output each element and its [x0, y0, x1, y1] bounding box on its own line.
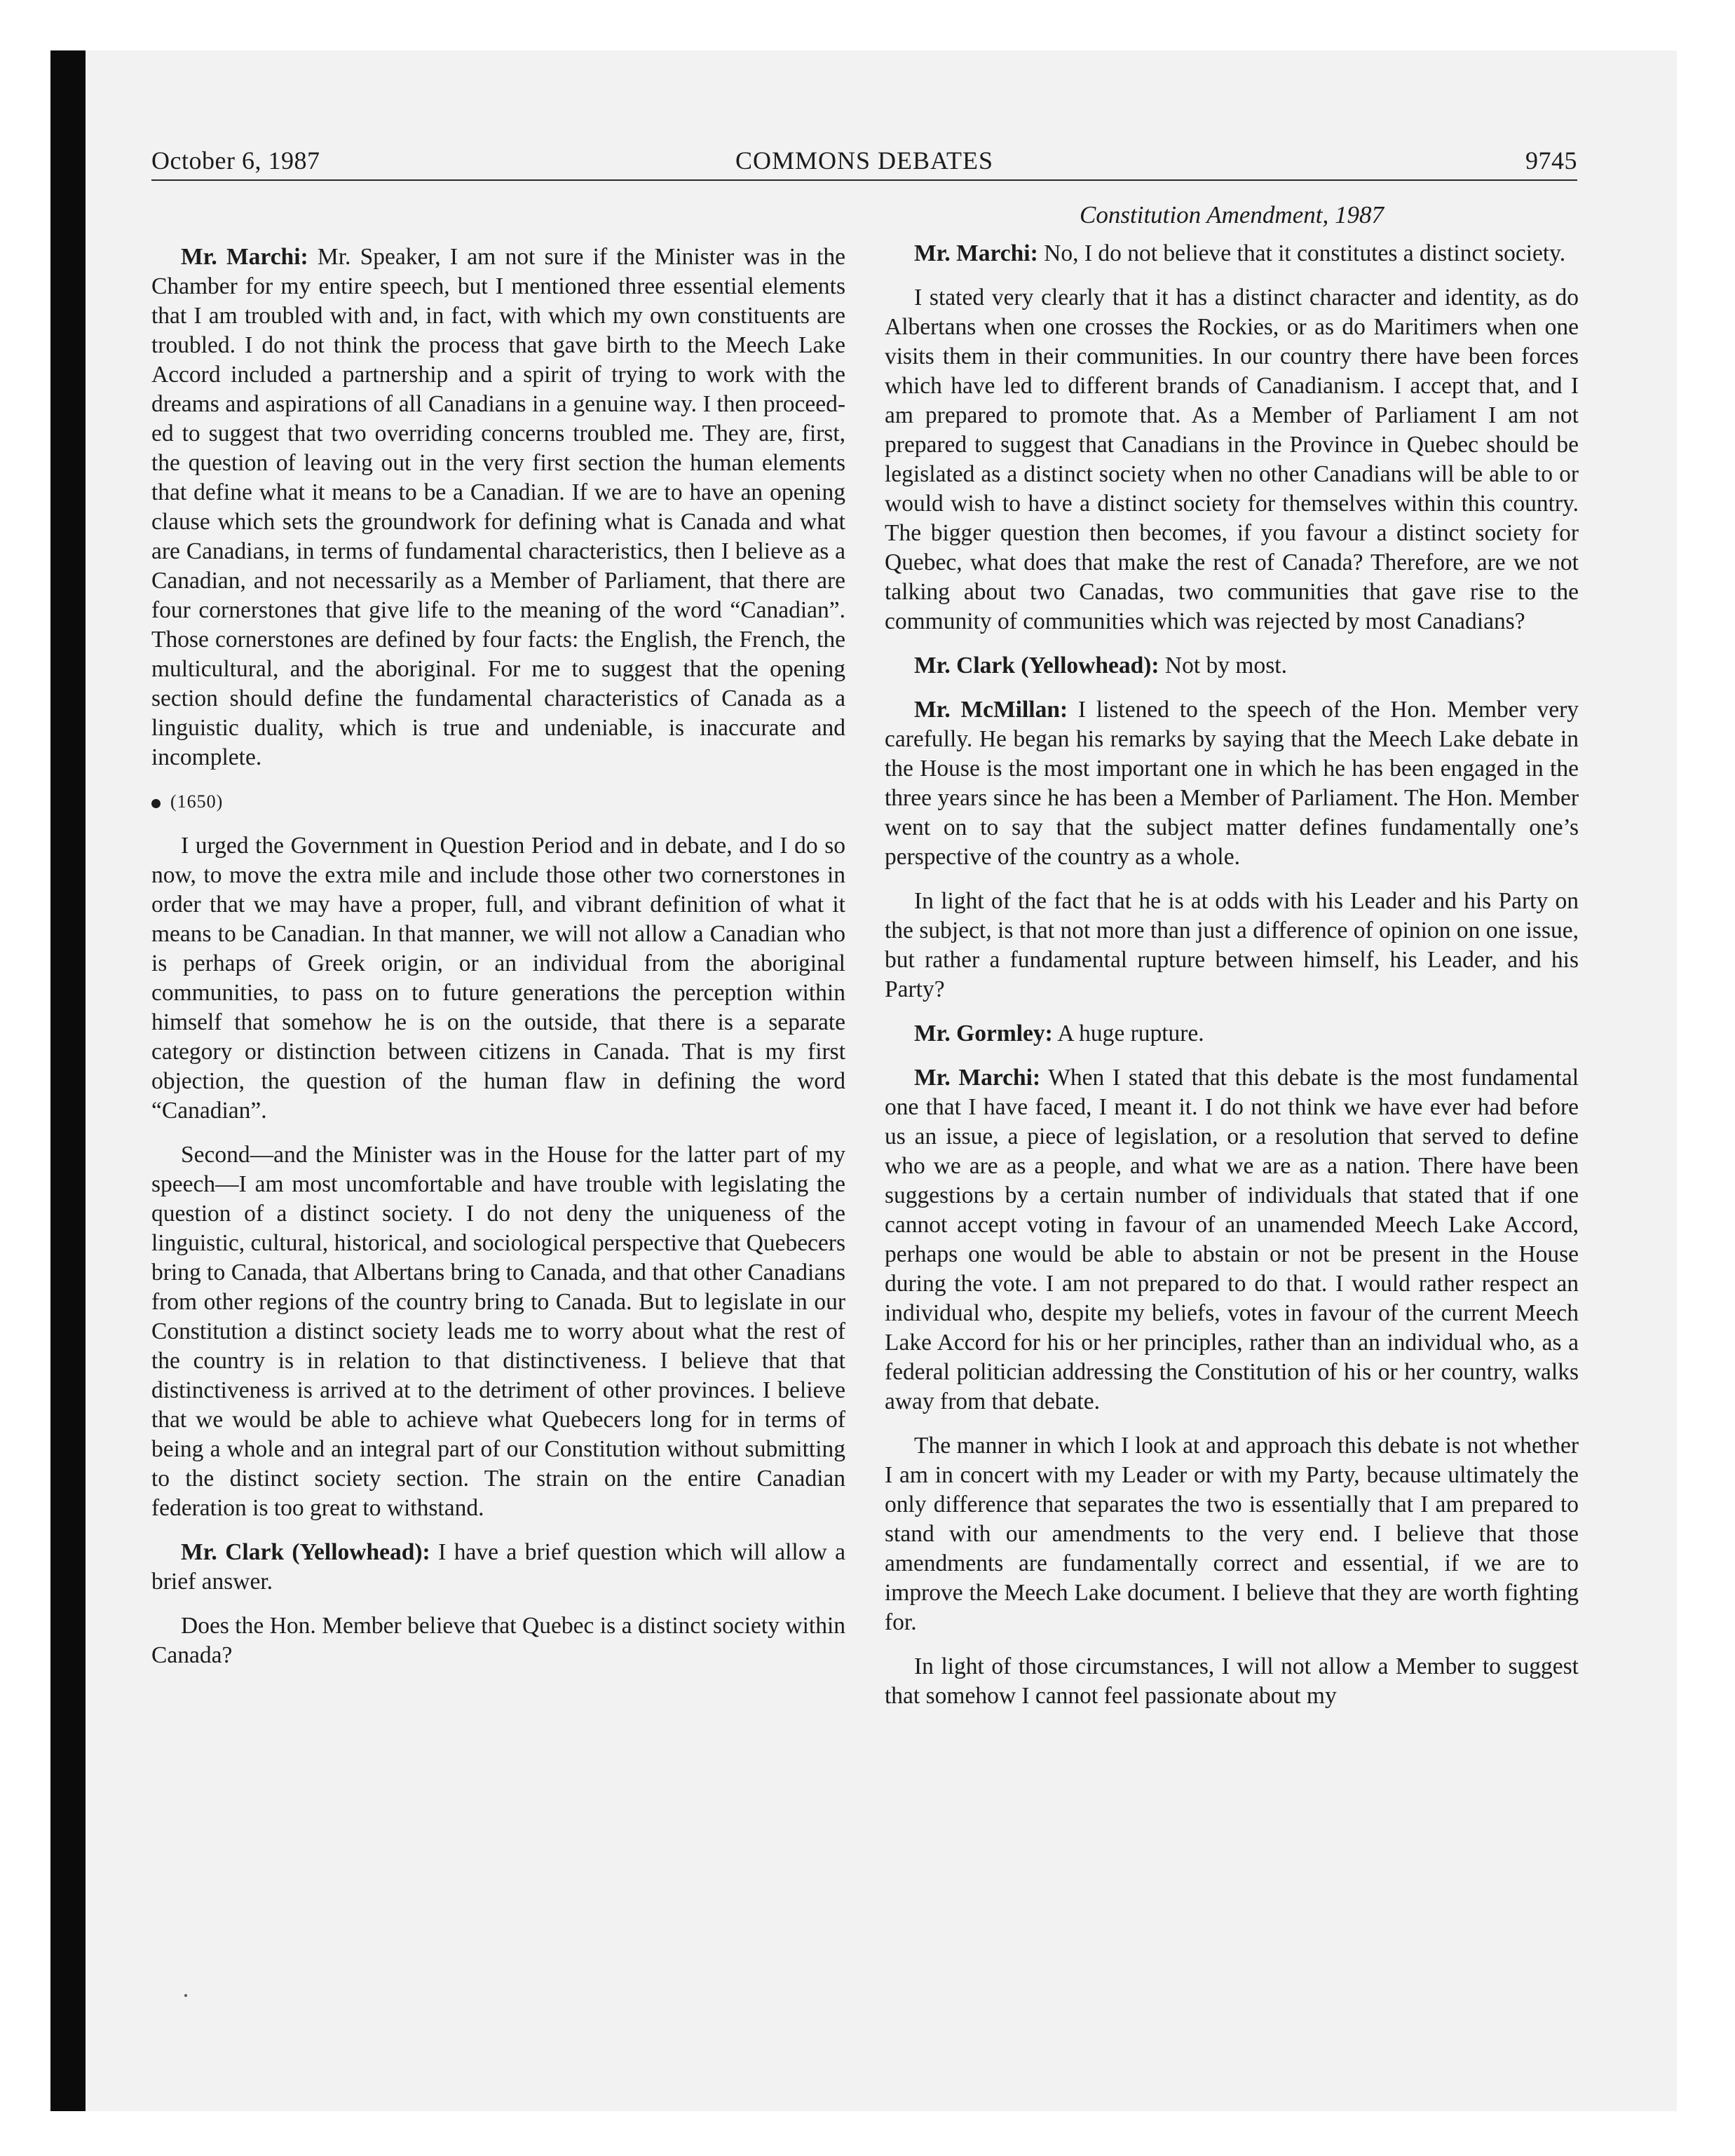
paragraph-text: The manner in which I look at and approach this debate is not whether I am in concert with my Leader or with my Party, because ultimately the only difference that separates the two is essentially that I am prepared to stand with our amendments to the very end. I believe that those amendments are fundamentally correct and essential, if we are to improve the Meech Lake document. I believe that they are worth fighting for.: [885, 1433, 1579, 1635]
time-marker: [151, 787, 845, 817]
paragraph: [151, 831, 845, 1126]
paragraph-text: I stated very clearly that it has a distinct character and identity, as do Albertans when one crosses the Rockies, or as do Maritimers when one visits them in their communities. In our country there have been forces which have led to different brands of Canadianism. I accept that, and I am prepared to promote that. As a Member of Parliament I am not prepared to suggest that Canadians in the Province in Quebec should be legislated as a distinct society when no other Canadians will be able to or would wish to have a distinct society for themselves within this country. The bigger question then becomes, if you favour a distinct society for Quebec, what does that make the rest of Canada? Therefore, are we not talking about two Canadas, two communities that gave rise to the community of communities which was rejected by most Canadians?: [885, 285, 1579, 634]
paragraph-text: I have a brief question which will allow a brief answer.: [151, 1539, 845, 1595]
speaker-name: Mr. Marchi:: [914, 240, 1038, 266]
paragraph: [151, 1611, 845, 1670]
page-header: [151, 146, 1577, 179]
paragraph: [885, 239, 1579, 268]
paragraph-text: No, I do not believe that it constitutes a distinct society.: [1037, 240, 1566, 266]
paragraph: [151, 243, 845, 772]
header-rule: [151, 179, 1577, 181]
speaker-name: Mr. Clark (Yellowhead):: [914, 653, 1159, 678]
paragraph: [885, 1019, 1579, 1049]
bullet-icon: [151, 799, 161, 808]
speaker-name: Mr. McMillan:: [914, 697, 1068, 723]
speaker-name: Mr. Marchi:: [181, 244, 308, 270]
paragraph-text: Does the Hon. Member believe that Quebec is a distinct society within Canada?: [151, 1613, 845, 1668]
paragraph-text: In light of the fact that he is at odds with his Leader and his Party on the subject, is that not more than just a difference of opinion on one issue, but rather a fundamental rupture between himself, his Leader, and his Party?: [885, 888, 1579, 1002]
header-title: COMMONS DEBATES: [735, 146, 994, 175]
paragraph: [885, 887, 1579, 1004]
paragraph-text: I urged the Government in Question Period and in debate, and I do so now, to move the extra mile and include those other two cornerstones in order that we may have a proper, full, and vibrant definition of what it means to be Canadian. In that manner, we will not allow a Canadian who is perhaps of Greek origin, or an individual from the aboriginal communities, to pass on to future generations the perception within himself that somehow he is on the outside, that there is a separate category or distinction between citizens in Canada. That is my first objection, the question of the human flaw in defining the word “Canadian”.: [151, 833, 845, 1124]
paragraph-text: A huge rupture.: [1052, 1021, 1204, 1046]
section-subheading: Constitution Amendment, 1987: [1080, 201, 1384, 228]
scan-speck: [184, 1994, 187, 1997]
paragraph-text: Not by most.: [1159, 653, 1287, 678]
paragraph: [885, 651, 1579, 681]
paragraph: [885, 695, 1579, 872]
paragraph-text: In light of those circumstances, I will not allow a Member to suggest that somehow I cannot feel passionate about my: [885, 1653, 1579, 1709]
page-number: 9745: [1525, 146, 1577, 175]
speaker-name: Mr. Marchi:: [914, 1065, 1041, 1091]
header-date: October 6, 1987: [151, 146, 320, 175]
paragraph-text: Mr. Speaker, I am not sure if the Minister was in the Chamber for my entire speech, but I mentioned three essential elements that I am troubled with and, in fact, with which my own constituents are troubled. I do not think the process that gave birth to the Meech Lake Accord included a partnership and a spirit of trying to work with the dreams and aspirations of all Canadians in a genuine way. I then proceeded to suggest that two overriding concerns troubled me. They are, first, the question of leaving out in the very first section the human elements that define what it means to be a Canadian. If we are to have an opening clause which sets the groundwork for defining what is Canada and what are Canadians, in terms of fundamental characteristics, then I believe as a Canadian, and not necessarily as a Member of Parliament, that there are four cornerstones that give life to the meaning of the word “Canadian”. Those cornerstones are defined by four facts: the English, the French, the multicultural, and the aboriginal. For me to suggest that the opening section should define the fundamental characteristics of Canada as a linguistic duality, which is true and undeniable, is inaccurate and incomplete.: [151, 244, 845, 770]
scan-edge-bar: [50, 50, 86, 2111]
paragraph: [885, 1431, 1579, 1637]
paragraph: [885, 1652, 1579, 1711]
time-marker-text: (1650): [170, 791, 224, 812]
right-column: [885, 200, 1579, 1726]
left-column: [151, 243, 845, 1685]
speaker-name: Mr. Gormley:: [914, 1021, 1053, 1046]
paragraph-text: When I stated that this debate is the most fundamental one that I have faced, I meant it. I do not think we have ever had before us an issue, a piece of legislation, or a resolution that served to define who we are as a people, and what we are as a nation. There have been suggestions by a certain number of individuals that stated that if one cannot accept voting in favour of an unamended Meech Lake Accord, perhaps one would be able to abstain or not be present in the House during the vote. I am not prepared to do that. I would rather respect an individual who, despite my beliefs, votes in favour of the current Meech Lake Accord for his or her principles, rather than an individual who, as a federal politician addressing the Constitution of his or her country, walks away from that debate.: [885, 1065, 1579, 1414]
paragraph: [885, 1063, 1579, 1417]
paragraph: [885, 283, 1579, 636]
paragraph-text: Second—and the Minister was in the House for the latter part of my speech—I am most uncomfortable and have trouble with legislating the question of a distinct society. I do not deny the uniqueness of the linguistic, cultural, historical, and sociological perspective that Quebecers bring to Canada, that Albertans bring to Canada, and that other Canadians from other regions of the country bring to Canada. But to legislate in our Constitution a distinct society leads me to worry about what the rest of the country is in relation to that distinctiveness. I believe that that distinctiveness is arrived at to the detriment of other provinces. I believe that we would be able to achieve what Quebecers long for in terms of being a whole and an integral part of our Constitution without submitting to the distinct society section. The strain on the entire Canadian federation is too great to withstand.: [151, 1142, 845, 1521]
speaker-name: Mr. Clark (Yellowhead):: [181, 1539, 430, 1565]
paragraph: [151, 1140, 845, 1523]
paragraph-text: I listened to the speech of the Hon. Member very carefully. He began his remarks by saying that the Meech Lake debate in the House is the most important one in which he has been engaged in the three years since he has been a Member of Parliament. The Hon. Member went on to say that the subject matter defines fundamentally one’s perspective of the country as a whole.: [885, 697, 1579, 870]
paragraph: [151, 1538, 845, 1597]
